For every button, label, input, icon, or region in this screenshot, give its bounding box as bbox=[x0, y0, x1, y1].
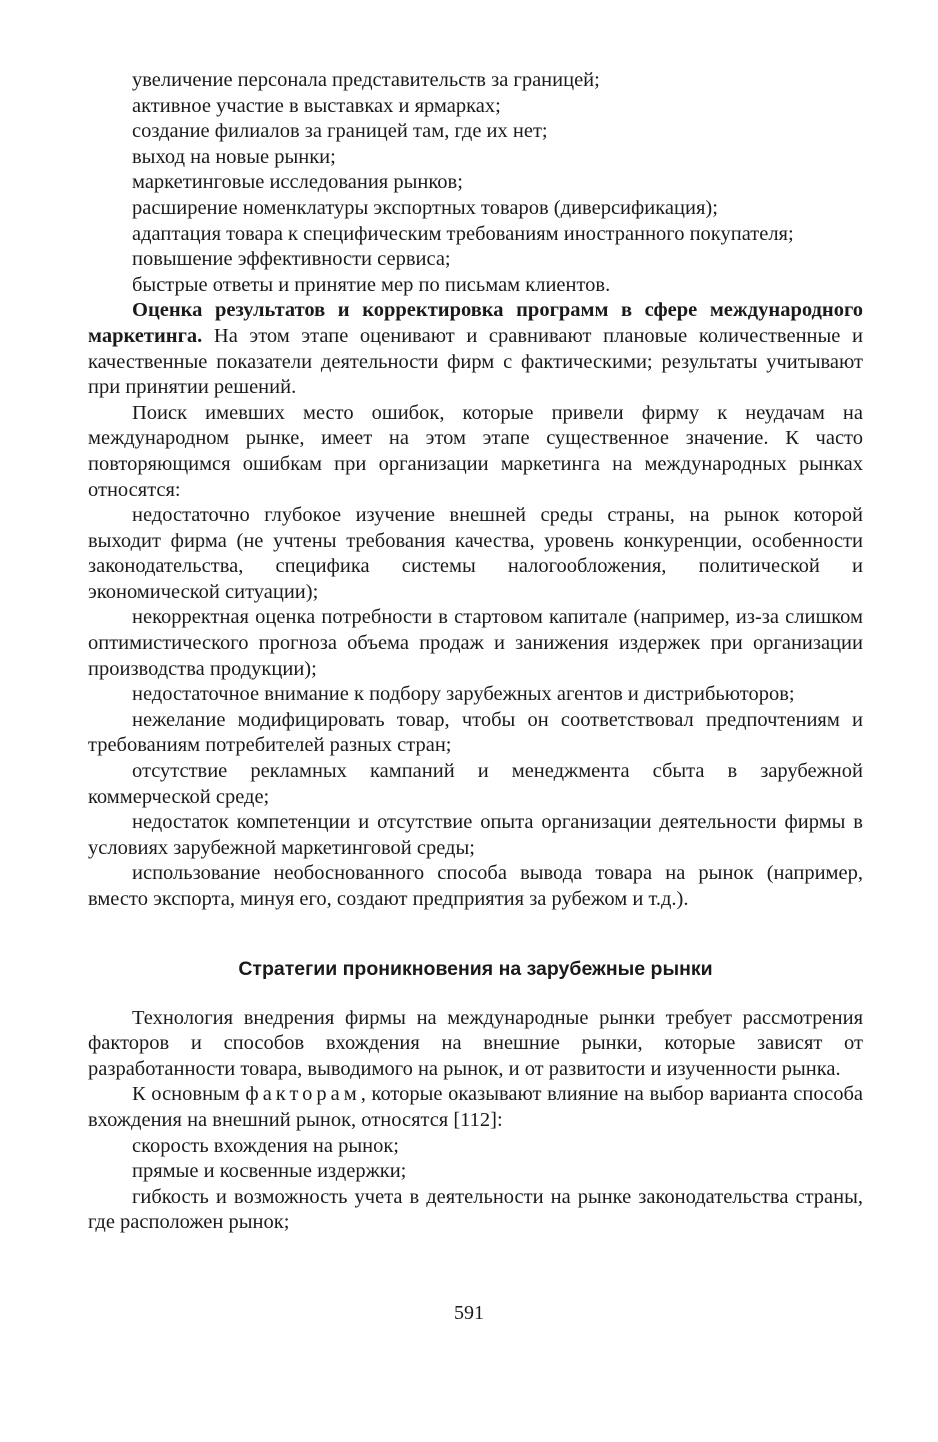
factors-intro-before: К основным bbox=[132, 1083, 246, 1106]
list-item: расширение номенклатуры экспортных товаров (диверсификация); bbox=[132, 196, 718, 219]
factor-item: скорость вхождения на рынок; bbox=[132, 1134, 399, 1157]
list-item: выход на новые рынки; bbox=[132, 145, 336, 168]
factor-item: прямые и косвенные издержки; bbox=[132, 1160, 407, 1183]
error-item: нежелание модифицировать товар, чтобы он соответствовал предпочтениям и требованиям потребителей разных стран; bbox=[88, 708, 863, 757]
error-item: недостаток компетенции и отсутствие опыта организации деятельности фирмы в условиях зарубежной маркетинговой среды; bbox=[88, 811, 863, 859]
evaluation-title: Оценка результатов и корректировка программ в сфере международного маркетинга. bbox=[88, 299, 863, 347]
error-item: использование необоснованного способа вывода товара на рынок (например, вместо экспорта, минуя его, создают предприятия за рубежом и т.д.). bbox=[88, 862, 863, 910]
technology-paragraph: Технология внедрения фирмы на международные рынки требует рассмотрения факторов и способов вхождения на внешние рынки, которые зависят от разработанности товара, выводимого на рынок, и от развитости и изученности рынка. bbox=[88, 1006, 863, 1080]
error-item: некорректная оценка потребности в стартовом капитале (например, из-за слишком оптимистического прогноза объема продаж и занижения издержек при организации производства продукции); bbox=[88, 606, 863, 680]
error-item: недостаточно глубокое изучение внешней среды страны, на рынок которой выходит фирма (не учтены требования качества, уровень конкуренции, особенности законодательства, специфика системы налогообложения, политической и экономической ситуации); bbox=[88, 504, 863, 603]
errors-list bbox=[88, 503, 863, 913]
errors-intro-paragraph: Поиск имевших место ошибок, которые привели фирму к неудачам на международном рынке, имеет на этом этапе существенное значение. К часто повторяющимся ошибкам при организации маркетинга на международных рынках относятся: bbox=[88, 401, 863, 501]
list-item: создание филиалов за границей там, где их нет; bbox=[132, 120, 548, 143]
section-heading: Стратегии проникновения на зарубежные рынки bbox=[238, 957, 713, 980]
list-item: повышение эффективности сервиса; bbox=[132, 248, 451, 271]
list-item: быстрые ответы и принятие мер по письмам клиентов. bbox=[132, 273, 611, 296]
list-item: адаптация товара к специфическим требованиям иностранного покупателя; bbox=[132, 222, 794, 245]
factors-intro-emphasis: факторам bbox=[245, 1083, 361, 1106]
factors-intro-paragraph bbox=[88, 1082, 863, 1133]
list-item: активное участие в выставках и ярмарках; bbox=[132, 94, 501, 117]
page-number: 591 bbox=[454, 1302, 484, 1324]
top-list bbox=[88, 68, 863, 298]
page-body bbox=[88, 68, 863, 1236]
error-item: недостаточное внимание к подбору зарубежных агентов и дистрибьюторов; bbox=[132, 683, 795, 706]
factor-item: гибкость и возможность учета в деятельности на рынке законодательства страны, где расположен рынок; bbox=[88, 1185, 863, 1234]
list-item: увеличение персонала представительств за границей; bbox=[132, 69, 600, 91]
evaluation-paragraph bbox=[88, 298, 863, 400]
factors-intro-after: , которые оказывают влияние на выбор варианта способа вхождения на внешний рынок, относятся [112]: bbox=[88, 1083, 864, 1131]
factors-list bbox=[88, 1134, 863, 1236]
evaluation-text: На этом этапе оценивают и сравнивают плановые количественные и качественные показатели деятельности фирм с фактическими; результаты учитывают при принятии решений. bbox=[88, 324, 863, 399]
error-item: отсутствие рекламных кампаний и менеджмента сбыта в зарубежной коммерческой среде; bbox=[88, 760, 863, 808]
list-item: маркетинговые исследования рынков; bbox=[132, 171, 463, 194]
